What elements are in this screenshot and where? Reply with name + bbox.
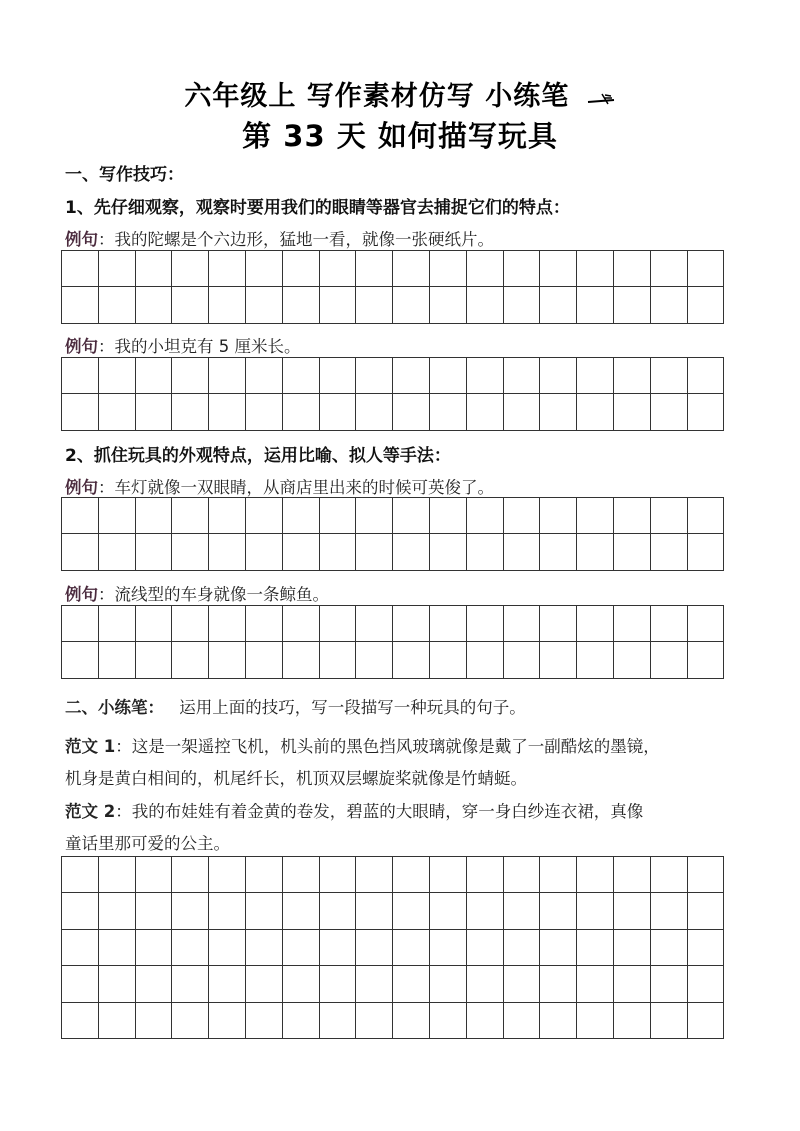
grid-cell[interactable]: [246, 358, 283, 394]
grid-cell[interactable]: [651, 358, 688, 394]
brush-stroke-icon: [586, 88, 616, 108]
grid-cell[interactable]: [467, 287, 504, 323]
grid-cell[interactable]: [99, 893, 136, 929]
grid-cell[interactable]: [283, 287, 320, 323]
grid-cell[interactable]: [651, 930, 688, 966]
example-label: 例句: [65, 230, 98, 249]
grid-cell[interactable]: [136, 893, 173, 929]
example-label: 例句: [65, 478, 98, 497]
grid-cell[interactable]: [136, 498, 173, 534]
grid-cell[interactable]: [393, 930, 430, 966]
grid-cell[interactable]: [393, 642, 430, 678]
grid-cell[interactable]: [172, 606, 209, 642]
sample-text-2: [65, 798, 643, 822]
grid-cell[interactable]: [356, 534, 393, 570]
grid-cell[interactable]: [504, 930, 541, 966]
grid-cell[interactable]: [356, 1003, 393, 1039]
grid-cell[interactable]: [283, 1003, 320, 1039]
grid-cell[interactable]: [320, 893, 357, 929]
grid-cell[interactable]: [320, 606, 357, 642]
grid-cell[interactable]: [246, 498, 283, 534]
example-text: ：流线型的车身就像一条鲸鱼。: [98, 585, 329, 604]
section2-heading: 二、小练笔：: [65, 698, 164, 717]
grid-cell[interactable]: [283, 930, 320, 966]
grid-cell[interactable]: [577, 498, 614, 534]
page-title: [0, 74, 800, 113]
grid-cell[interactable]: [393, 358, 430, 394]
grid-cell[interactable]: [99, 394, 136, 430]
grid-cell[interactable]: [688, 642, 725, 678]
grid-cell[interactable]: [651, 534, 688, 570]
grid-cell[interactable]: [393, 394, 430, 430]
example-sentence: [65, 333, 301, 357]
grid-cell[interactable]: [246, 966, 283, 1002]
writing-grid[interactable]: [61, 357, 724, 431]
grid-cell[interactable]: [540, 251, 577, 287]
grid-cell[interactable]: [209, 394, 246, 430]
grid-cell[interactable]: [62, 642, 99, 678]
grid-cell[interactable]: [467, 1003, 504, 1039]
grid-cell[interactable]: [540, 857, 577, 893]
grid-cell[interactable]: [504, 358, 541, 394]
sample-label: 范文 1: [65, 737, 116, 756]
grid-cell[interactable]: [393, 893, 430, 929]
grid-cell[interactable]: [614, 1003, 651, 1039]
grid-cell[interactable]: [393, 857, 430, 893]
grid-cell[interactable]: [651, 642, 688, 678]
grid-cell[interactable]: [246, 534, 283, 570]
grid-cell[interactable]: [62, 287, 99, 323]
grid-cell[interactable]: [430, 534, 467, 570]
grid-cell[interactable]: [209, 930, 246, 966]
sample-text-1-cont: 机身是黄白相间的，机尾纤长，机顶双层螺旋桨就像是竹蜻蜓。: [65, 769, 527, 788]
grid-cell[interactable]: [172, 893, 209, 929]
grid-cell[interactable]: [430, 930, 467, 966]
grid-cell[interactable]: [430, 857, 467, 893]
grid-cell[interactable]: [356, 930, 393, 966]
grid-cell[interactable]: [356, 857, 393, 893]
grid-cell[interactable]: [209, 358, 246, 394]
grid-cell[interactable]: [651, 498, 688, 534]
grid-cell[interactable]: [172, 534, 209, 570]
grid-cell[interactable]: [356, 606, 393, 642]
grid-cell[interactable]: [430, 966, 467, 1002]
grid-cell[interactable]: [614, 966, 651, 1002]
grid-cell[interactable]: [430, 642, 467, 678]
grid-cell[interactable]: [504, 893, 541, 929]
grid-cell[interactable]: [172, 642, 209, 678]
grid-cell[interactable]: [246, 642, 283, 678]
grid-cell[interactable]: [62, 893, 99, 929]
grid-cell[interactable]: [614, 498, 651, 534]
grid-cell[interactable]: [136, 534, 173, 570]
grid-cell[interactable]: [393, 1003, 430, 1039]
grid-cell[interactable]: [467, 394, 504, 430]
grid-cell[interactable]: [320, 642, 357, 678]
grid-cell[interactable]: [651, 857, 688, 893]
grid-cell[interactable]: [283, 498, 320, 534]
grid-cell[interactable]: [136, 251, 173, 287]
grid-cell[interactable]: [283, 251, 320, 287]
grid-cell[interactable]: [577, 394, 614, 430]
grid-cell[interactable]: [577, 1003, 614, 1039]
grid-cell[interactable]: [136, 930, 173, 966]
example-sentence: [65, 581, 329, 605]
grid-cell[interactable]: [209, 287, 246, 323]
example-label: 例句: [65, 585, 98, 604]
grid-cell[interactable]: [320, 498, 357, 534]
grid-cell[interactable]: [283, 893, 320, 929]
grid-cell[interactable]: [283, 606, 320, 642]
grid-cell[interactable]: [577, 930, 614, 966]
grid-cell[interactable]: [577, 534, 614, 570]
grid-cell[interactable]: [540, 606, 577, 642]
grid-cell[interactable]: [614, 251, 651, 287]
grid-cell[interactable]: [467, 857, 504, 893]
grid-cell[interactable]: [467, 606, 504, 642]
grid-cell[interactable]: [209, 251, 246, 287]
grid-cell[interactable]: [467, 966, 504, 1002]
grid-cell[interactable]: [688, 893, 725, 929]
practice-instruction: 运用上面的技巧，写一段描写一种玩具的句子。: [179, 698, 526, 717]
grid-cell[interactable]: [651, 893, 688, 929]
sample-text: ：这是一架遥控飞机，机头前的黑色挡风玻璃就像是戴了一副酷炫的墨镜，: [115, 737, 660, 756]
grid-cell[interactable]: [356, 394, 393, 430]
grid-cell[interactable]: [688, 966, 725, 1002]
grid-cell[interactable]: [577, 606, 614, 642]
grid-cell[interactable]: [540, 893, 577, 929]
grid-cell[interactable]: [209, 966, 246, 1002]
grid-cell[interactable]: [540, 642, 577, 678]
point1-heading: 1、先仔细观察，观察时要用我们的眼睛等器官去捕捉它们的特点：: [65, 198, 570, 218]
grid-cell[interactable]: [540, 394, 577, 430]
grid-cell[interactable]: [614, 394, 651, 430]
grid-cell[interactable]: [614, 358, 651, 394]
grid-cell[interactable]: [62, 857, 99, 893]
grid-cell[interactable]: [688, 930, 725, 966]
grid-cell[interactable]: [430, 251, 467, 287]
example-sentence: [65, 226, 494, 250]
grid-cell[interactable]: [283, 394, 320, 430]
grid-cell[interactable]: [172, 358, 209, 394]
grid-cell[interactable]: [467, 358, 504, 394]
grid-cell[interactable]: [99, 358, 136, 394]
grid-cell[interactable]: [62, 966, 99, 1002]
grid-cell[interactable]: [99, 534, 136, 570]
point2-heading: 2、抓住玩具的外观特点，运用比喻、拟人等手法：: [65, 446, 451, 466]
sample-text-2-cont: 童话里那可爱的公主。: [65, 834, 230, 853]
grid-cell[interactable]: [320, 394, 357, 430]
grid-cell[interactable]: [651, 966, 688, 1002]
grid-cell[interactable]: [62, 394, 99, 430]
grid-cell[interactable]: [62, 930, 99, 966]
grid-cell[interactable]: [540, 358, 577, 394]
grid-cell[interactable]: [246, 394, 283, 430]
grid-cell[interactable]: [320, 1003, 357, 1039]
grid-cell[interactable]: [577, 287, 614, 323]
grid-cell[interactable]: [467, 534, 504, 570]
practice-heading-line: [65, 694, 526, 718]
grid-cell[interactable]: [430, 893, 467, 929]
grid-cell[interactable]: [136, 966, 173, 1002]
grid-cell[interactable]: [62, 251, 99, 287]
example-text: ：我的小坦克有 5 厘米长。: [98, 337, 301, 356]
writing-grid[interactable]: [61, 856, 724, 1039]
grid-cell[interactable]: [614, 893, 651, 929]
page-title-text: 六年级上 写作素材仿写 小练笔: [184, 81, 570, 112]
grid-cell[interactable]: [577, 358, 614, 394]
grid-cell[interactable]: [356, 893, 393, 929]
grid-cell[interactable]: [356, 642, 393, 678]
grid-cell[interactable]: [172, 966, 209, 1002]
grid-cell[interactable]: [209, 606, 246, 642]
grid-cell[interactable]: [504, 287, 541, 323]
example-label: 例句: [65, 337, 98, 356]
grid-cell[interactable]: [614, 606, 651, 642]
grid-cell[interactable]: [504, 606, 541, 642]
grid-cell[interactable]: [540, 534, 577, 570]
grid-cell[interactable]: [614, 857, 651, 893]
grid-cell[interactable]: [430, 358, 467, 394]
example-text: ：我的陀螺是个六边形，猛地一看，就像一张硬纸片。: [98, 230, 494, 249]
writing-grid[interactable]: [61, 250, 724, 324]
grid-cell[interactable]: [136, 642, 173, 678]
grid-cell[interactable]: [246, 287, 283, 323]
grid-cell[interactable]: [99, 251, 136, 287]
grid-cell[interactable]: [136, 287, 173, 323]
grid-cell[interactable]: [356, 966, 393, 1002]
grid-cell[interactable]: [99, 606, 136, 642]
grid-cell[interactable]: [577, 251, 614, 287]
grid-cell[interactable]: [430, 394, 467, 430]
grid-cell[interactable]: [504, 642, 541, 678]
grid-cell[interactable]: [651, 287, 688, 323]
grid-cell[interactable]: [393, 498, 430, 534]
grid-cell[interactable]: [393, 251, 430, 287]
grid-cell[interactable]: [246, 893, 283, 929]
section1-heading: 一、写作技巧：: [65, 165, 184, 185]
grid-cell[interactable]: [99, 287, 136, 323]
grid-cell[interactable]: [577, 966, 614, 1002]
grid-cell[interactable]: [614, 930, 651, 966]
grid-cell[interactable]: [320, 358, 357, 394]
grid-cell[interactable]: [540, 287, 577, 323]
grid-cell[interactable]: [136, 394, 173, 430]
grid-cell[interactable]: [62, 498, 99, 534]
grid-cell[interactable]: [356, 287, 393, 323]
grid-cell[interactable]: [688, 358, 725, 394]
grid-cell[interactable]: [172, 287, 209, 323]
grid-cell[interactable]: [172, 251, 209, 287]
grid-cell[interactable]: [356, 498, 393, 534]
grid-cell[interactable]: [172, 857, 209, 893]
grid-cell[interactable]: [688, 534, 725, 570]
grid-cell[interactable]: [430, 606, 467, 642]
grid-cell[interactable]: [99, 857, 136, 893]
grid-cell[interactable]: [246, 606, 283, 642]
grid-cell[interactable]: [393, 606, 430, 642]
grid-cell[interactable]: [209, 498, 246, 534]
grid-cell[interactable]: [688, 606, 725, 642]
grid-cell[interactable]: [283, 358, 320, 394]
grid-cell[interactable]: [99, 498, 136, 534]
grid-cell[interactable]: [688, 287, 725, 323]
grid-cell[interactable]: [172, 1003, 209, 1039]
grid-cell[interactable]: [246, 1003, 283, 1039]
grid-cell[interactable]: [62, 1003, 99, 1039]
grid-cell[interactable]: [540, 498, 577, 534]
grid-cell[interactable]: [209, 534, 246, 570]
grid-cell[interactable]: [577, 642, 614, 678]
grid-cell[interactable]: [209, 1003, 246, 1039]
grid-cell[interactable]: [504, 498, 541, 534]
writing-grid[interactable]: [61, 497, 724, 571]
grid-cell[interactable]: [467, 642, 504, 678]
grid-cell[interactable]: [356, 358, 393, 394]
grid-cell[interactable]: [320, 857, 357, 893]
grid-cell[interactable]: [172, 394, 209, 430]
grid-cell[interactable]: [393, 534, 430, 570]
grid-cell[interactable]: [283, 534, 320, 570]
grid-cell[interactable]: [504, 394, 541, 430]
grid-cell[interactable]: [283, 642, 320, 678]
grid-cell[interactable]: [99, 642, 136, 678]
grid-cell[interactable]: [504, 251, 541, 287]
writing-grid[interactable]: [61, 605, 724, 679]
grid-cell[interactable]: [209, 857, 246, 893]
grid-cell[interactable]: [209, 893, 246, 929]
example-sentence: [65, 474, 494, 498]
grid-cell[interactable]: [614, 287, 651, 323]
grid-cell[interactable]: [651, 606, 688, 642]
grid-cell[interactable]: [430, 287, 467, 323]
grid-cell[interactable]: [651, 1003, 688, 1039]
grid-cell[interactable]: [467, 251, 504, 287]
grid-cell[interactable]: [136, 1003, 173, 1039]
grid-cell[interactable]: [577, 857, 614, 893]
grid-cell[interactable]: [62, 534, 99, 570]
grid-cell[interactable]: [320, 251, 357, 287]
page-subtitle: 第 33 天 如何描写玩具: [242, 119, 558, 153]
grid-cell[interactable]: [172, 930, 209, 966]
grid-cell[interactable]: [540, 930, 577, 966]
grid-cell[interactable]: [504, 857, 541, 893]
grid-cell[interactable]: [320, 966, 357, 1002]
grid-cell[interactable]: [99, 1003, 136, 1039]
grid-cell[interactable]: [356, 251, 393, 287]
sample-text: ：我的布娃娃有着金黄的卷发，碧蓝的大眼睛，穿一身白纱连衣裙，真像: [115, 802, 644, 821]
grid-cell[interactable]: [614, 534, 651, 570]
grid-cell[interactable]: [62, 358, 99, 394]
grid-cell[interactable]: [504, 1003, 541, 1039]
grid-cell[interactable]: [246, 857, 283, 893]
grid-cell[interactable]: [577, 893, 614, 929]
grid-cell[interactable]: [136, 857, 173, 893]
grid-cell[interactable]: [614, 642, 651, 678]
grid-cell[interactable]: [320, 930, 357, 966]
grid-cell[interactable]: [467, 930, 504, 966]
grid-cell[interactable]: [688, 1003, 725, 1039]
grid-cell[interactable]: [504, 534, 541, 570]
grid-cell[interactable]: [99, 966, 136, 1002]
grid-cell[interactable]: [62, 606, 99, 642]
grid-cell[interactable]: [136, 358, 173, 394]
grid-cell[interactable]: [540, 966, 577, 1002]
grid-cell[interactable]: [246, 251, 283, 287]
grid-cell[interactable]: [209, 642, 246, 678]
grid-cell[interactable]: [651, 251, 688, 287]
grid-cell[interactable]: [430, 1003, 467, 1039]
grid-cell[interactable]: [283, 857, 320, 893]
grid-cell[interactable]: [246, 930, 283, 966]
grid-cell[interactable]: [320, 534, 357, 570]
grid-cell[interactable]: [540, 1003, 577, 1039]
grid-cell[interactable]: [136, 606, 173, 642]
sample-label: 范文 2: [65, 802, 116, 821]
grid-cell[interactable]: [467, 893, 504, 929]
grid-cell[interactable]: [393, 287, 430, 323]
grid-cell[interactable]: [172, 498, 209, 534]
grid-cell[interactable]: [688, 251, 725, 287]
example-text: ：车灯就像一双眼睛，从商店里出来的时候可英俊了。: [98, 478, 494, 497]
sample-text-1: [65, 733, 660, 757]
grid-cell[interactable]: [651, 394, 688, 430]
grid-cell[interactable]: [688, 857, 725, 893]
grid-cell[interactable]: [320, 287, 357, 323]
grid-cell[interactable]: [283, 966, 320, 1002]
grid-cell[interactable]: [99, 930, 136, 966]
grid-cell[interactable]: [688, 498, 725, 534]
grid-cell[interactable]: [504, 966, 541, 1002]
grid-cell[interactable]: [688, 394, 725, 430]
grid-cell[interactable]: [467, 498, 504, 534]
grid-cell[interactable]: [430, 498, 467, 534]
grid-cell[interactable]: [393, 966, 430, 1002]
